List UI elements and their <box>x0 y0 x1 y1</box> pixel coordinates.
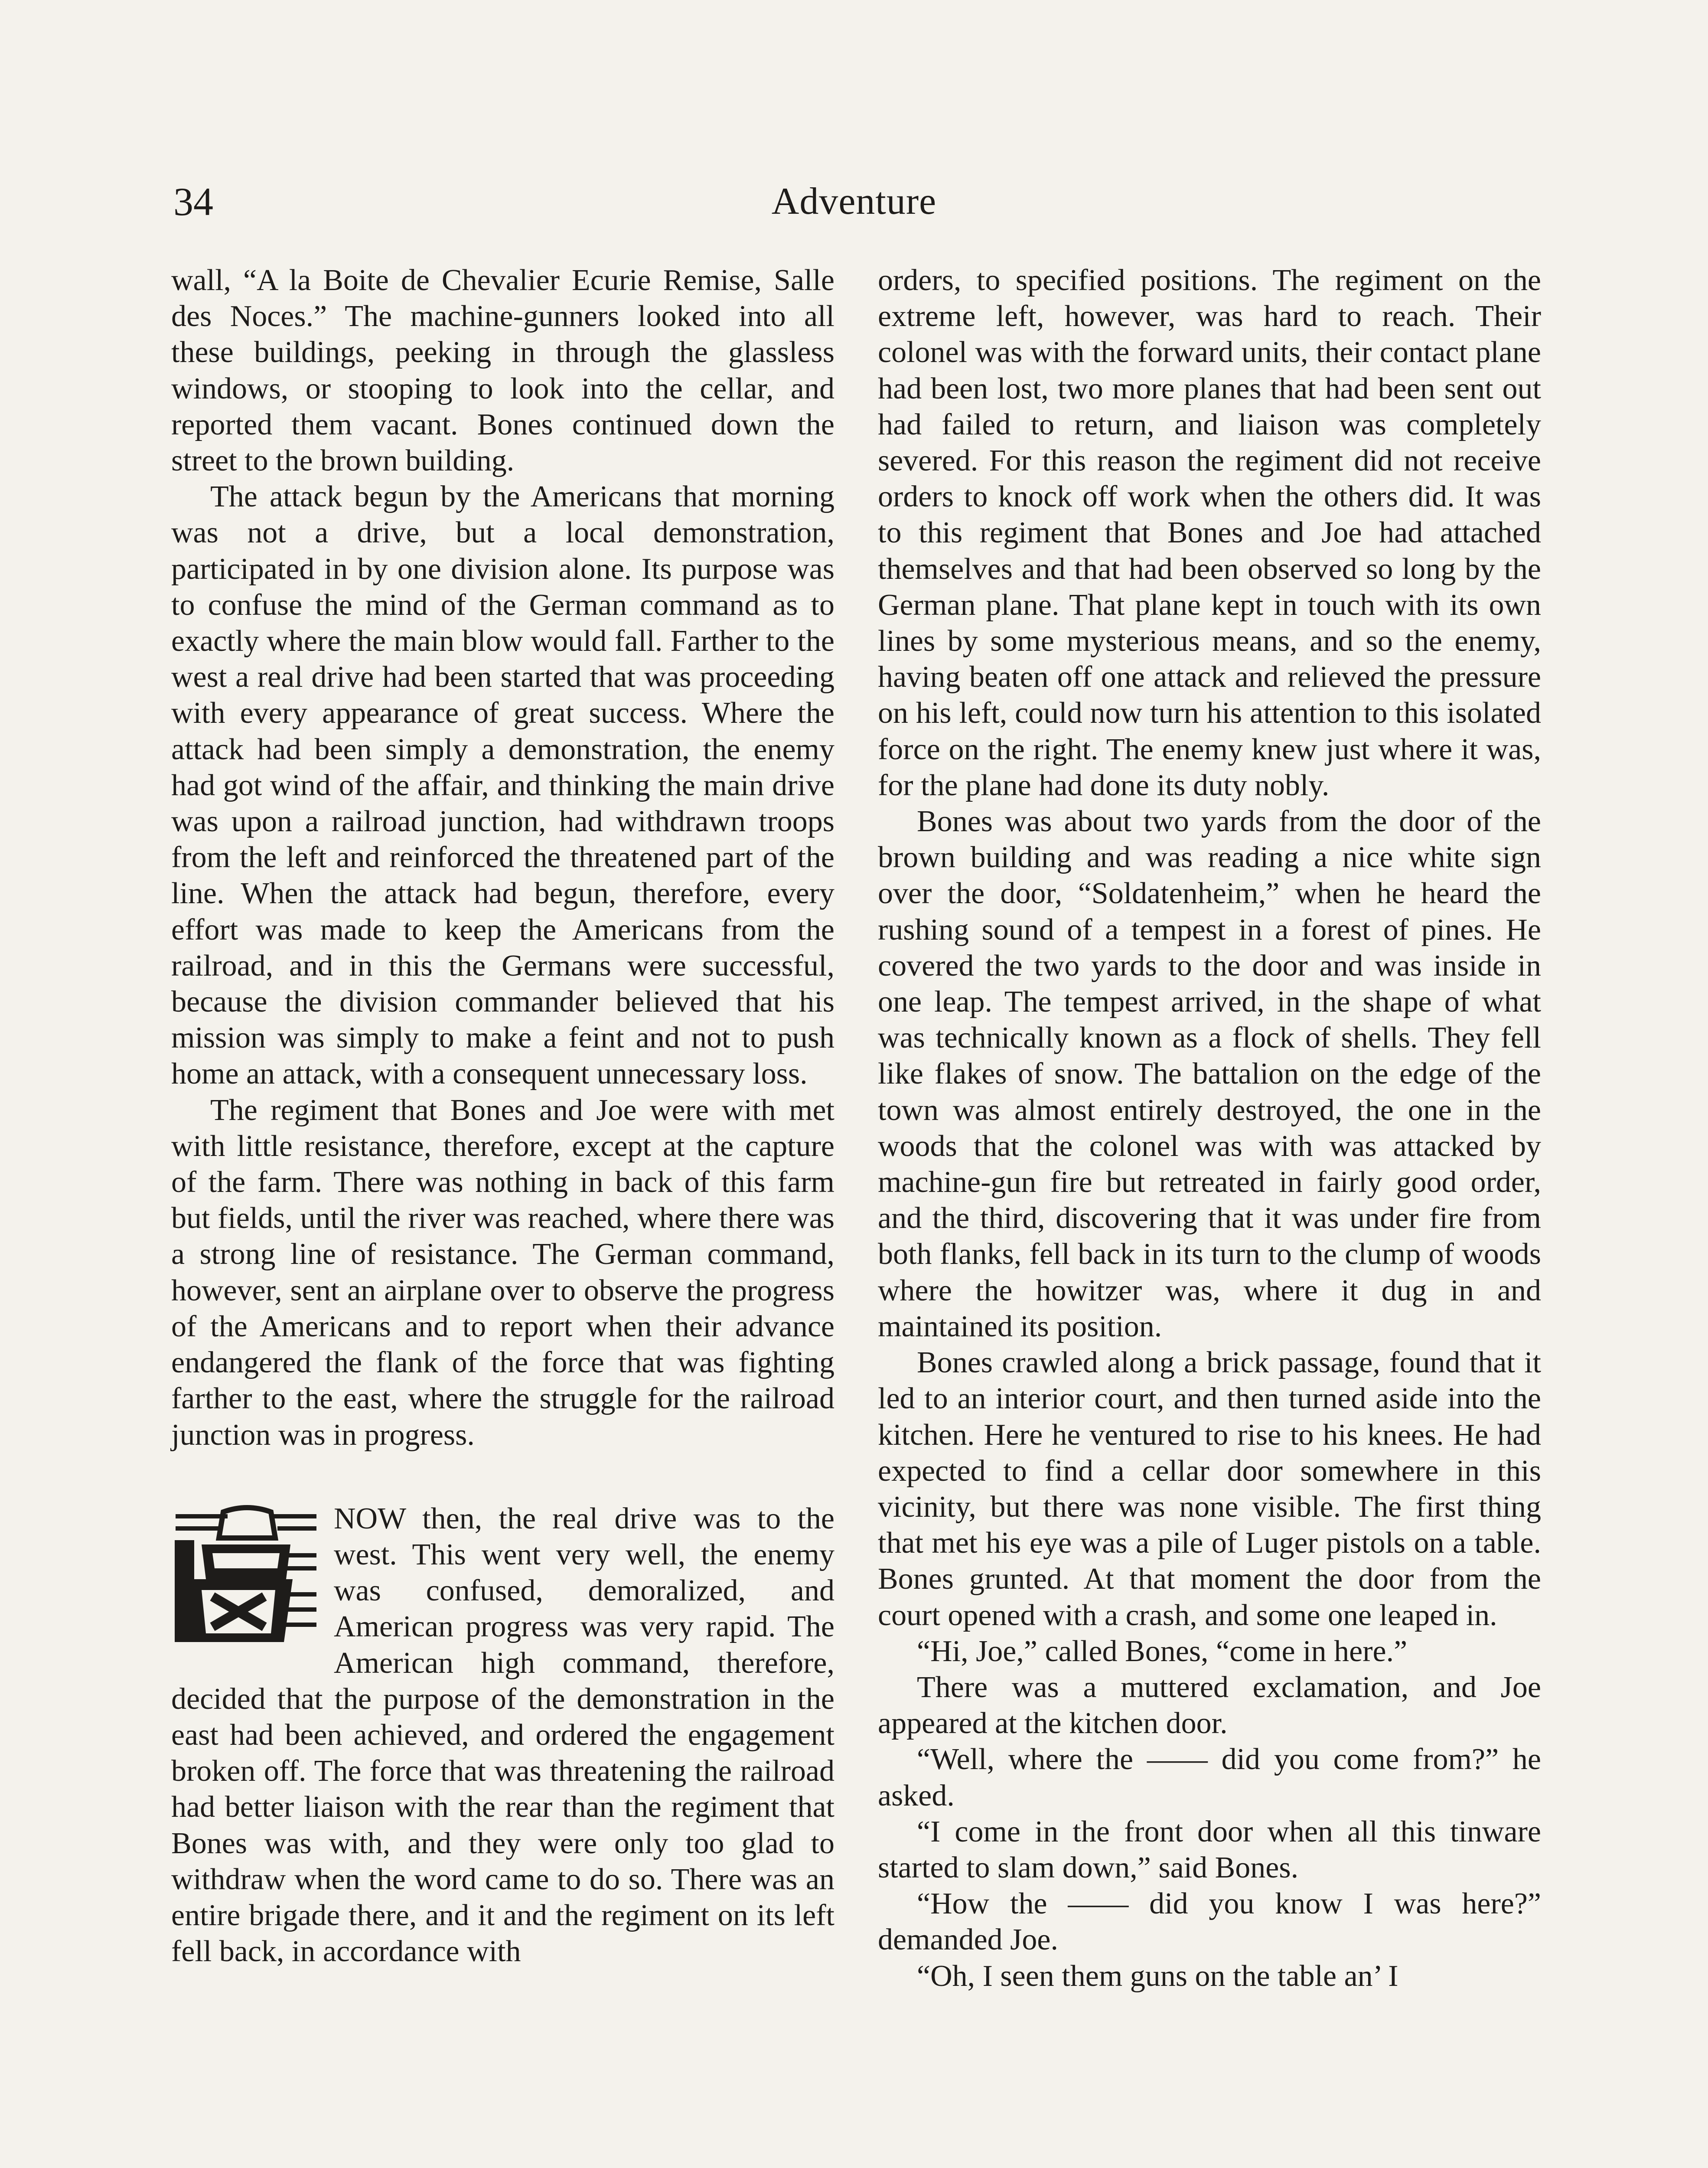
paragraph: Bones crawled along a brick passage, found that it led to an interior court, and then turned aside into the kitchen. Here he ventured to rise to his knees. He had expected to find a cellar door somewhere in this vicinity, but there was none visible. The first thing that met his eye was a pile of Luger pistols on a table. Bones grunted. At that moment the door from the court opened with a crash, and some one leaped in. <box>878 1346 1541 1632</box>
paragraph: “How the —— did you know I was here?” demanded Joe. <box>878 1887 1541 1957</box>
paragraph: “I come in the front door when all this tinware started to slam down,” said Bones. <box>878 1815 1541 1884</box>
paragraph: The regiment that Bones and Joe were with met with little resistance, therefore, except at the capture of the farm. There was nothing in back of this farm but fields, until the river was reached, where there was a strong line of resistance. The German command, however, sent an airplane over to observe the progress of the Americans and to report when their advance endangered the flank of the force that was fighting farther to the east, where the struggle for the railroad junction was in progress. <box>171 1093 834 1452</box>
right-column <box>878 262 1541 1994</box>
left-column <box>171 262 834 1969</box>
paragraph: There was a muttered exclamation, and Joe appeared at the kitchen door. <box>878 1670 1541 1740</box>
paragraph: “Well, where the —— did you come from?” he asked. <box>878 1743 1541 1812</box>
page-number: 34 <box>173 180 213 224</box>
running-title: Adventure <box>771 180 937 222</box>
paragraph: wall, “A la Boite de Chevalier Ecurie Remise, Salle des Noces.” The machine-gunners looked into all these buildings, peeking in through the glassless windows, or stooping to look into the cellar, and reported them vacant. Bones continued down the street to the brown building. <box>171 264 834 478</box>
page-header <box>0 176 1708 228</box>
paragraph: Bones was about two yards from the door of the brown building and was reading a nice white sign over the door, “Soldatenheim,” when he heard the rushing sound of a tempest in a forest of pines. He covered the two yards to the door and was inside in one leap. The tempest arrived, in the shape of what was technically known as a flock of shells. They fell like flakes of snow. The battalion on the edge of the town was almost entirely destroyed, the one in the woods that the colonel was with was attacked by machine-gun fire but retreated in fairly good order, and the third, discovering that it was under fire from both flanks, fell back in its turn to the clump of woods where the howitzer was, where it dug in and maintained its position. <box>878 805 1541 1343</box>
paragraph: “Hi, Joe,” called Bones, “come in here.” <box>917 1634 1408 1668</box>
paragraph: NOW then, the real drive was to the west. This went very well, the enemy was confused, demoralized, and American progress was very rapid. The American high command, therefore, decided that the purpose of the demonstration in the east had been achieved, and ordered the engagement broken off. The force that was threatening the railroad had better liaison with the rear than the regiment that Bones was with, and they were only too glad to withdraw when the word came to do so. There was an entire brigade there, and it and the regiment on its left fell back, in accordance with <box>171 1502 834 1969</box>
paragraph: orders, to specified positions. The regiment on the extreme left, however, was hard to reach. Their colonel was with the forward units, their contact plane had been lost, two more planes that had been sent out had failed to return, and liaison was completely severed. For this reason the regiment did not receive orders to knock off work when the others did. It was to this regiment that Bones and Joe had attached themselves and that had been observed so long by the German plane. That plane kept in touch with its own lines by some mysterious means, and so the enemy, having beaten off one attack and relieved the pressure on his left, could now turn his attention to this isolated force on the right. The enemy knew just where it was, for the plane had done its duty nobly. <box>878 264 1541 802</box>
dropcap-illustration-icon <box>171 1503 321 1646</box>
paragraph: “Oh, I seen them guns on the table an’ I <box>917 1959 1398 1993</box>
paragraph: The attack begun by the Americans that morning was not a drive, but a local demonstration, participated in by one division alone. Its purpose was to confuse the mind of the German command as to exactly where the main blow would fall. Farther to the west a real drive had been started that was proceeding with every appearance of great success. Where the attack had been simply a demonstration, the enemy had got wind of the affair, and thinking the main drive was upon a railroad junction, had withdrawn troops from the left and reinforced the threatened part of the line. When the attack had begun, therefore, every effort was made to keep the Americans from the railroad, and in this the Germans were successful, because the division commander believed that his mission was simply to make a feint and not to push home an attack, with a consequent unnecessary loss. <box>171 480 834 1091</box>
